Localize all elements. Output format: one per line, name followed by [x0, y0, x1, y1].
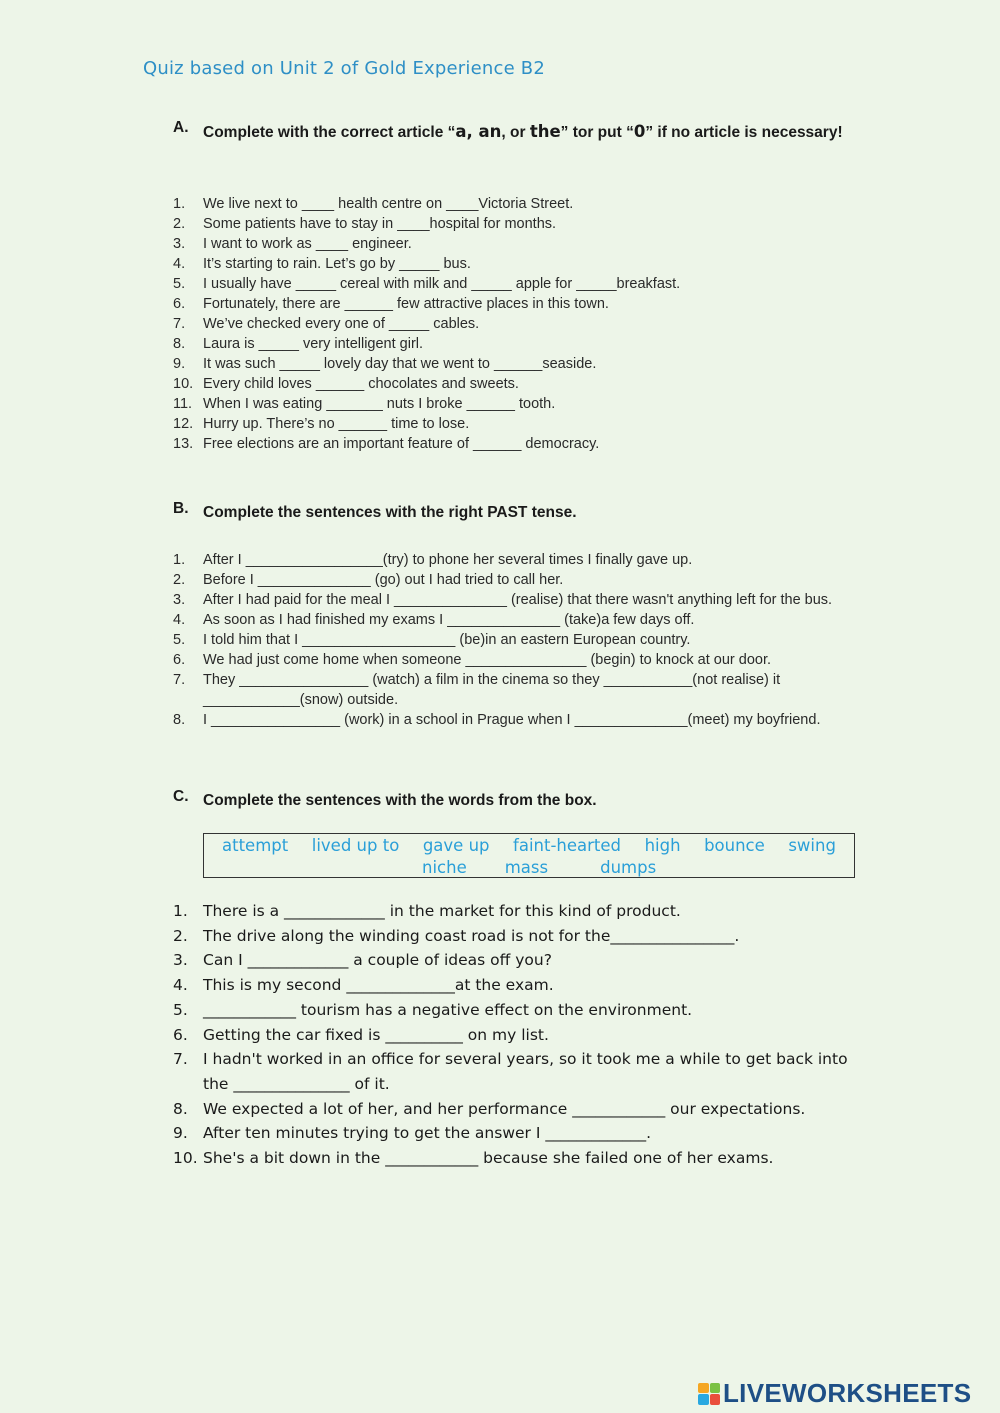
list-item: 5. I usually have _____ cereal with milk and _____ apple for _____breakfast. [173, 276, 681, 292]
liveworksheets-logo[interactable] [698, 1378, 971, 1409]
list-item: 4. It’s starting to rain. Let’s go by _____ bus. [173, 256, 471, 272]
box-word: dumps [600, 858, 657, 877]
list-item: 2. The drive along the winding coast road is not for the________________. [173, 926, 740, 945]
box-word: niche [422, 858, 467, 877]
list-item: 5. I told him that I ___________________ (be)in an eastern European country. [173, 632, 691, 648]
word-box [203, 833, 855, 878]
list-item: 2. Before I ______________ (go) out I had tried to call her. [173, 572, 564, 588]
list-item: 8. Laura is _____ very intelligent girl. [173, 336, 424, 352]
box-word: bounce [704, 836, 765, 855]
section-a-letter: A. [173, 119, 189, 136]
logo-mark-tile [698, 1394, 709, 1405]
list-item: 11. When I was eating _______ nuts I broke ______ tooth. [173, 396, 556, 412]
section-c-list [173, 899, 873, 1171]
section-c-instruction: Complete the sentences with the words from the box. [203, 792, 597, 809]
logo-mark-tile [710, 1383, 721, 1394]
list-item: 4. As soon as I had finished my exams I ______________ (take)a few days off. [173, 612, 695, 628]
box-word: gave up [422, 836, 490, 855]
box-word: swing [788, 836, 836, 855]
logo-mark-tile [698, 1383, 709, 1394]
list-item: 4. This is my second ______________at the exam. [173, 976, 554, 995]
list-item: 1. After I _________________(try) to phone her several times I finally gave up. [173, 552, 693, 568]
list-item: 8. We expected a lot of her, and her performance ____________ our expectations. [173, 1099, 806, 1118]
list-item: 13. Free elections are an important feature of ______ democracy. [173, 436, 600, 452]
list-item: 8. I ________________ (work) in a school in Prague when I ______________(meet) my boyfriend. [173, 712, 821, 728]
list-item: 2. Some patients have to stay in ____hospital for months. [173, 216, 557, 232]
list-item: 3. I want to work as ____ engineer. [173, 236, 412, 252]
section-b-letter: B. [173, 500, 189, 517]
section-c-heading [173, 788, 843, 814]
box-word: attempt [222, 836, 289, 855]
logo-mark-tile [710, 1394, 721, 1405]
worksheet-title: Quiz based on Unit 2 of Gold Experience B2 [143, 58, 545, 79]
section-c-letter: C. [173, 788, 189, 805]
section-b-list [173, 550, 853, 730]
logo-text: LIVEWORKSHEETS [723, 1378, 972, 1408]
section-b-heading [173, 500, 843, 526]
list-item: 6. Getting the car fixed is __________ on my list. [173, 1025, 549, 1044]
list-item: 1. We live next to ____ health centre on ____Victoria Street. [173, 196, 574, 212]
list-item: 6. We had just come home when someone _______________ (begin) to knock at our door. [173, 652, 772, 668]
list-item: 3. After I had paid for the meal I ______________ (realise) that there wasn't anything left for the bus. [173, 592, 833, 608]
list-item: 10. Every child loves ______ chocolates and sweets. [173, 376, 519, 392]
list-item: 9. It was such _____ lovely day that we went to ______seaside. [173, 356, 597, 372]
list-item: 7. They ________________ (watch) a film in the cinema so they ___________(not realise) it ____________(snow) outside. [173, 672, 781, 708]
list-item: 9. After ten minutes trying to get the answer I _____________. [173, 1124, 652, 1143]
list-item: 10. She's a bit down in the ____________ because she failed one of her exams. [173, 1149, 774, 1168]
box-word: lived up to [311, 836, 400, 855]
list-item: 1. There is a _____________ in the market for this kind of product. [173, 902, 681, 920]
list-item: 7. I hadn't worked in an office for several years, so it took me a while to get back into the _______________ of it. [173, 1050, 848, 1093]
box-word: high [644, 836, 681, 855]
list-item: 7. We’ve checked every one of _____ cables. [173, 316, 480, 332]
list-item: 3. Can I _____________ a couple of ideas off you? [173, 951, 552, 970]
logo-mark-icon [698, 1383, 720, 1405]
section-b-instruction: Complete the sentences with the right PAST tense. [203, 504, 577, 521]
list-item: 6. Fortunately, there are ______ few attractive places in this town. [173, 296, 609, 312]
section-a-heading [173, 119, 843, 146]
list-item: 12. Hurry up. There’s no ______ time to lose. [173, 416, 470, 432]
section-a-instruction: Complete with the correct article “a, an, or the” tor put “0” if no article is necessary! [203, 122, 843, 141]
list-item: 5. ____________ tourism has a negative effect on the environment. [173, 1000, 693, 1019]
box-word: mass [504, 858, 549, 877]
section-a-list [173, 194, 873, 454]
box-word: faint-hearted [513, 836, 622, 855]
